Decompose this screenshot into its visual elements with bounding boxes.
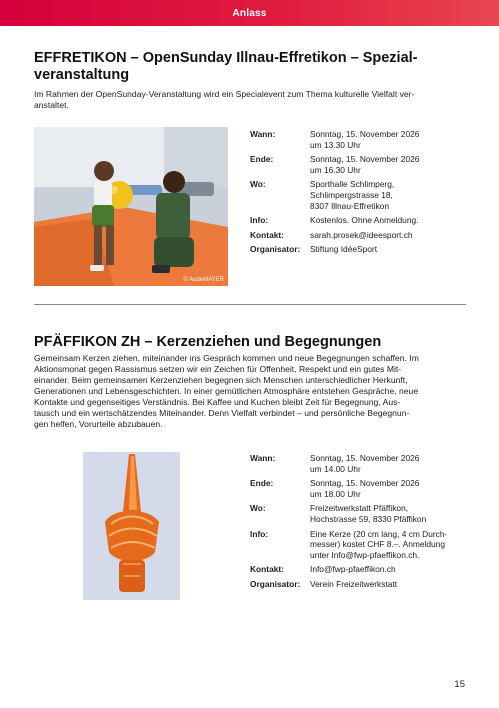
photo-credit: © AudeMAYER [183,277,224,283]
ende-value [310,150,470,175]
ende-time: um 16.30 Uhr [310,164,361,175]
section-title: Anlass [232,7,267,19]
decorated-candle-image [83,452,180,600]
ende-time: um 18.00 Uhr [310,488,361,499]
section-header-bar [0,0,499,26]
event2-ende-row [250,474,470,499]
info-label: Info: [250,215,269,226]
wo-line2: Schlimpergstrasse 18, [310,189,393,200]
organisator-label: Organisator: [250,244,301,255]
wo-line3: 8307 Illnau-Effretikon [310,200,389,211]
event1-title-line1: EFFRETIKON – OpenSunday Illnau-Effretikon – Spezial- [34,50,418,66]
event2-organisator-row [250,575,470,590]
wo-value [310,499,470,524]
event2-kontakt-row [250,560,470,575]
children-playing-ball-image [34,127,228,286]
wann-date: Sonntag, 15. November 2026 [310,129,420,139]
info-line1: Eine Kerze (20 cm lang, 4 cm Durch- [310,528,448,539]
event2-desc-line: tausch und ein wertschätzendes Miteinander. Denn Vielfalt verbindet – und persönliche Begegnun- [34,408,410,418]
event1-title-line2: veranstaltung [34,67,130,83]
section-divider [34,304,466,305]
event1-info-row [250,211,470,226]
event1-ende-row [250,150,470,175]
event1-title [34,50,474,84]
event2-title: PFÄFFIKON ZH – Kerzenziehen und Begegnungen [34,334,382,350]
event2-info-table [250,453,470,590]
event2-desc-line: Aktionsmonat gegen Rassismus setzen wir ein Zeichen für Offenheit, Respekt und ein gutes Mit- [34,364,402,374]
event1-photo [34,127,228,286]
wann-date: Sonntag, 15. November 2026 [310,453,420,463]
event2-desc-line: Gemeinsam Kerzen ziehen, miteinander ins Gespräch kommen und neue Begegnungen schaffen. Im [34,353,419,363]
page-number: 15 [454,679,465,690]
wo-label: Wo: [250,179,266,190]
info-value [310,525,470,561]
ende-value [310,474,470,499]
event1-wann-row [250,129,470,150]
wo-line1: Sporthalle Schlimperg, [310,179,395,190]
event1-kontakt-row [250,226,470,241]
event2-info-row [250,525,470,561]
event2-description [34,353,466,430]
ende-date: Sonntag, 15. November 2026 [310,478,420,489]
wo-label: Wo: [250,503,266,514]
wann-value [310,129,470,150]
kontakt-label: Kontakt: [250,229,284,240]
wann-time: um 14.00 Uhr [310,463,361,474]
event2-desc-line: einander. Beim gemeinsamen Kerzenziehen begegnen sich Menschen unterschiedlicher Herkunft, [34,375,408,385]
wann-value [310,453,470,474]
event1-info-table [250,129,470,255]
ende-date: Sonntag, 15. November 2026 [310,154,420,165]
event2-wo-row [250,499,470,524]
info-label: Info: [250,528,269,539]
wo-line2: Hochstrasse 59, 8330 Pfäffikon [310,513,427,524]
event1-organisator-row [250,240,470,255]
kontakt-email: Info@fwp-pfaeffikon.ch [310,564,396,575]
info-value: Kostenlos. Ohne Anmeldung. [310,215,419,226]
wann-label: Wann: [250,129,276,139]
organisator-value: Verein Freizeitwerkstatt [310,578,398,589]
wo-value [310,175,470,211]
organisator-label: Organisator: [250,578,301,589]
event2-photo [83,452,180,600]
kontakt-label: Kontakt: [250,564,284,575]
event1-wo-row [250,175,470,211]
info-line2: messer) kostet CHF 8.–. Anmeldung [310,539,445,550]
event2-desc-line: gen helfen, Vorurteile abzubauen. [34,419,163,429]
event2-desc-line: Generationen und Lebensgeschichten. In einer gemütlichen Atmosphäre entstehen Gespräche, neue [34,386,419,396]
event2-desc-line: Kontakte und gegenseitiges Verständnis. Bei Kaffee und Kuchen bleibt Zeit für Begegnung, Aus- [34,397,401,407]
info-line3: unter Info@fwp-pfaeffikon.ch. [310,549,420,560]
event1-desc-line1: Im Rahmen der OpenSunday-Veranstaltung wird ein Specialevent zum Thema kulturelle Vielfalt ver- [34,89,415,99]
kontakt-email: sarah.prosek@ideesport.ch [310,229,413,240]
ende-label: Ende: [250,154,274,165]
ende-label: Ende: [250,478,274,489]
wann-time: um 13.30 Uhr [310,139,361,150]
event1-desc-line2: anstaltet. [34,100,69,110]
wo-line1: Freizeitwerkstatt Pfäffikon, [310,503,409,514]
wann-label: Wann: [250,453,276,463]
event1-description [34,89,466,111]
event2-wann-row [250,453,470,474]
organisator-value: Stiftung IdéeSport [310,244,378,255]
